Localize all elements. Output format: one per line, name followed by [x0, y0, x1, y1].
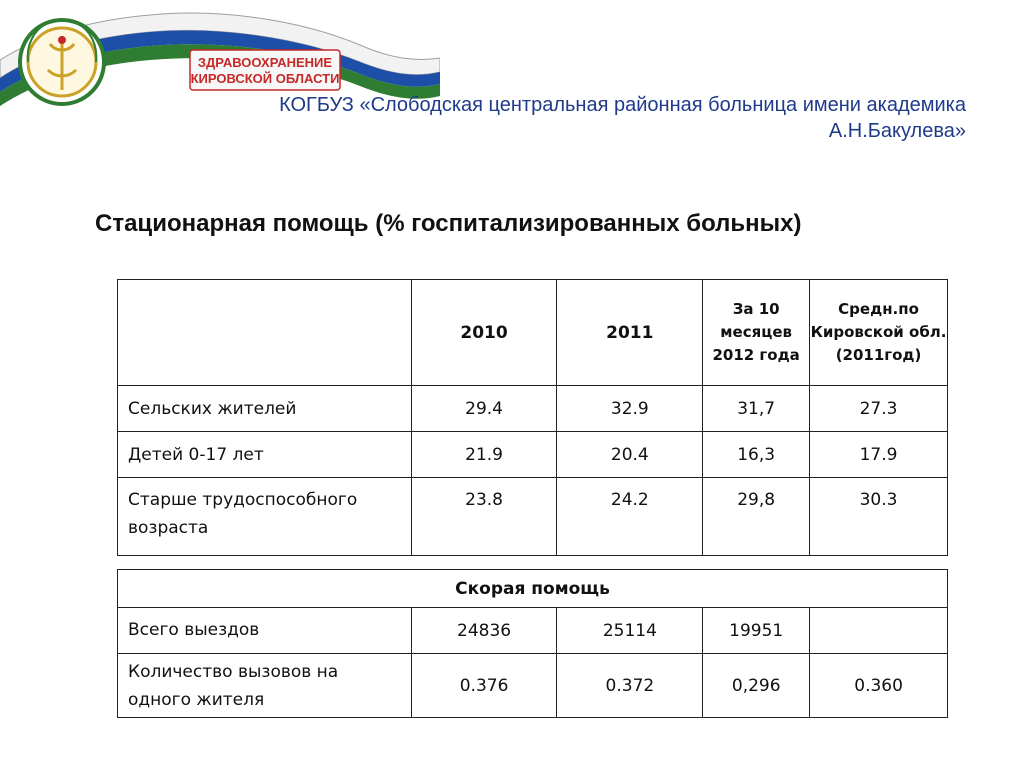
row-label: Всего выездов: [118, 608, 412, 654]
cell-2012: 0,296: [703, 654, 810, 718]
cell-2010: 0.376: [411, 654, 557, 718]
cell-2010: 23.8: [411, 478, 557, 556]
cell-average: 17.9: [810, 432, 948, 478]
emblem-icon: [20, 20, 104, 104]
cell-2012: 31,7: [703, 386, 810, 432]
header-regional-average: Средн.по Кировской обл. (2011год): [810, 280, 948, 386]
cell-2011: 32.9: [557, 386, 703, 432]
section-title: Скорая помощь: [118, 570, 948, 608]
organization-line2: А.Н.Бакулева»: [828, 120, 966, 142]
table-row: [118, 432, 948, 478]
header-2010: 2010: [411, 280, 557, 386]
row-label: Сельских жителей: [118, 386, 412, 432]
cell-average: [810, 608, 948, 654]
organization-name: [150, 92, 966, 144]
cell-2011: 24.2: [557, 478, 703, 556]
cell-2010: 29.4: [411, 386, 557, 432]
table-header-row: [118, 280, 948, 386]
header-empty: [118, 280, 412, 386]
header-2012-10-months: За 10 месяцев 2012 года: [703, 280, 810, 386]
cell-2010: 24836: [411, 608, 557, 654]
table-row: [118, 478, 948, 556]
banner-line2: КИРОВСКОЙ ОБЛАСТИ: [190, 71, 340, 86]
inpatient-care-table: [117, 279, 948, 556]
cell-2011: 0.372: [557, 654, 703, 718]
banner-line1: ЗДРАВООХРАНЕНИЕ: [197, 55, 333, 70]
cell-2011: 20.4: [557, 432, 703, 478]
table-row: [118, 654, 948, 718]
cell-2012: 16,3: [703, 432, 810, 478]
ambulance-table: [117, 569, 948, 718]
cell-2012: 29,8: [703, 478, 810, 556]
section-header-row: [118, 570, 948, 608]
slide-title: Стационарная помощь (% госпитализированных больных): [95, 210, 802, 237]
cell-2011: 25114: [557, 608, 703, 654]
header-2011: 2011: [557, 280, 703, 386]
row-label: Детей 0-17 лет: [118, 432, 412, 478]
row-label: Количество вызовов на одного жителя: [118, 654, 412, 718]
table-row: [118, 608, 948, 654]
organization-line1: КОГБУЗ «Слободская центральная районная больница имени академика: [279, 94, 966, 116]
table-row: [118, 386, 948, 432]
cell-average: 30.3: [810, 478, 948, 556]
cell-average: 0.360: [810, 654, 948, 718]
cell-2010: 21.9: [411, 432, 557, 478]
row-label: Старше трудоспособного возраста: [118, 478, 412, 556]
cell-average: 27.3: [810, 386, 948, 432]
cell-2012: 19951: [703, 608, 810, 654]
